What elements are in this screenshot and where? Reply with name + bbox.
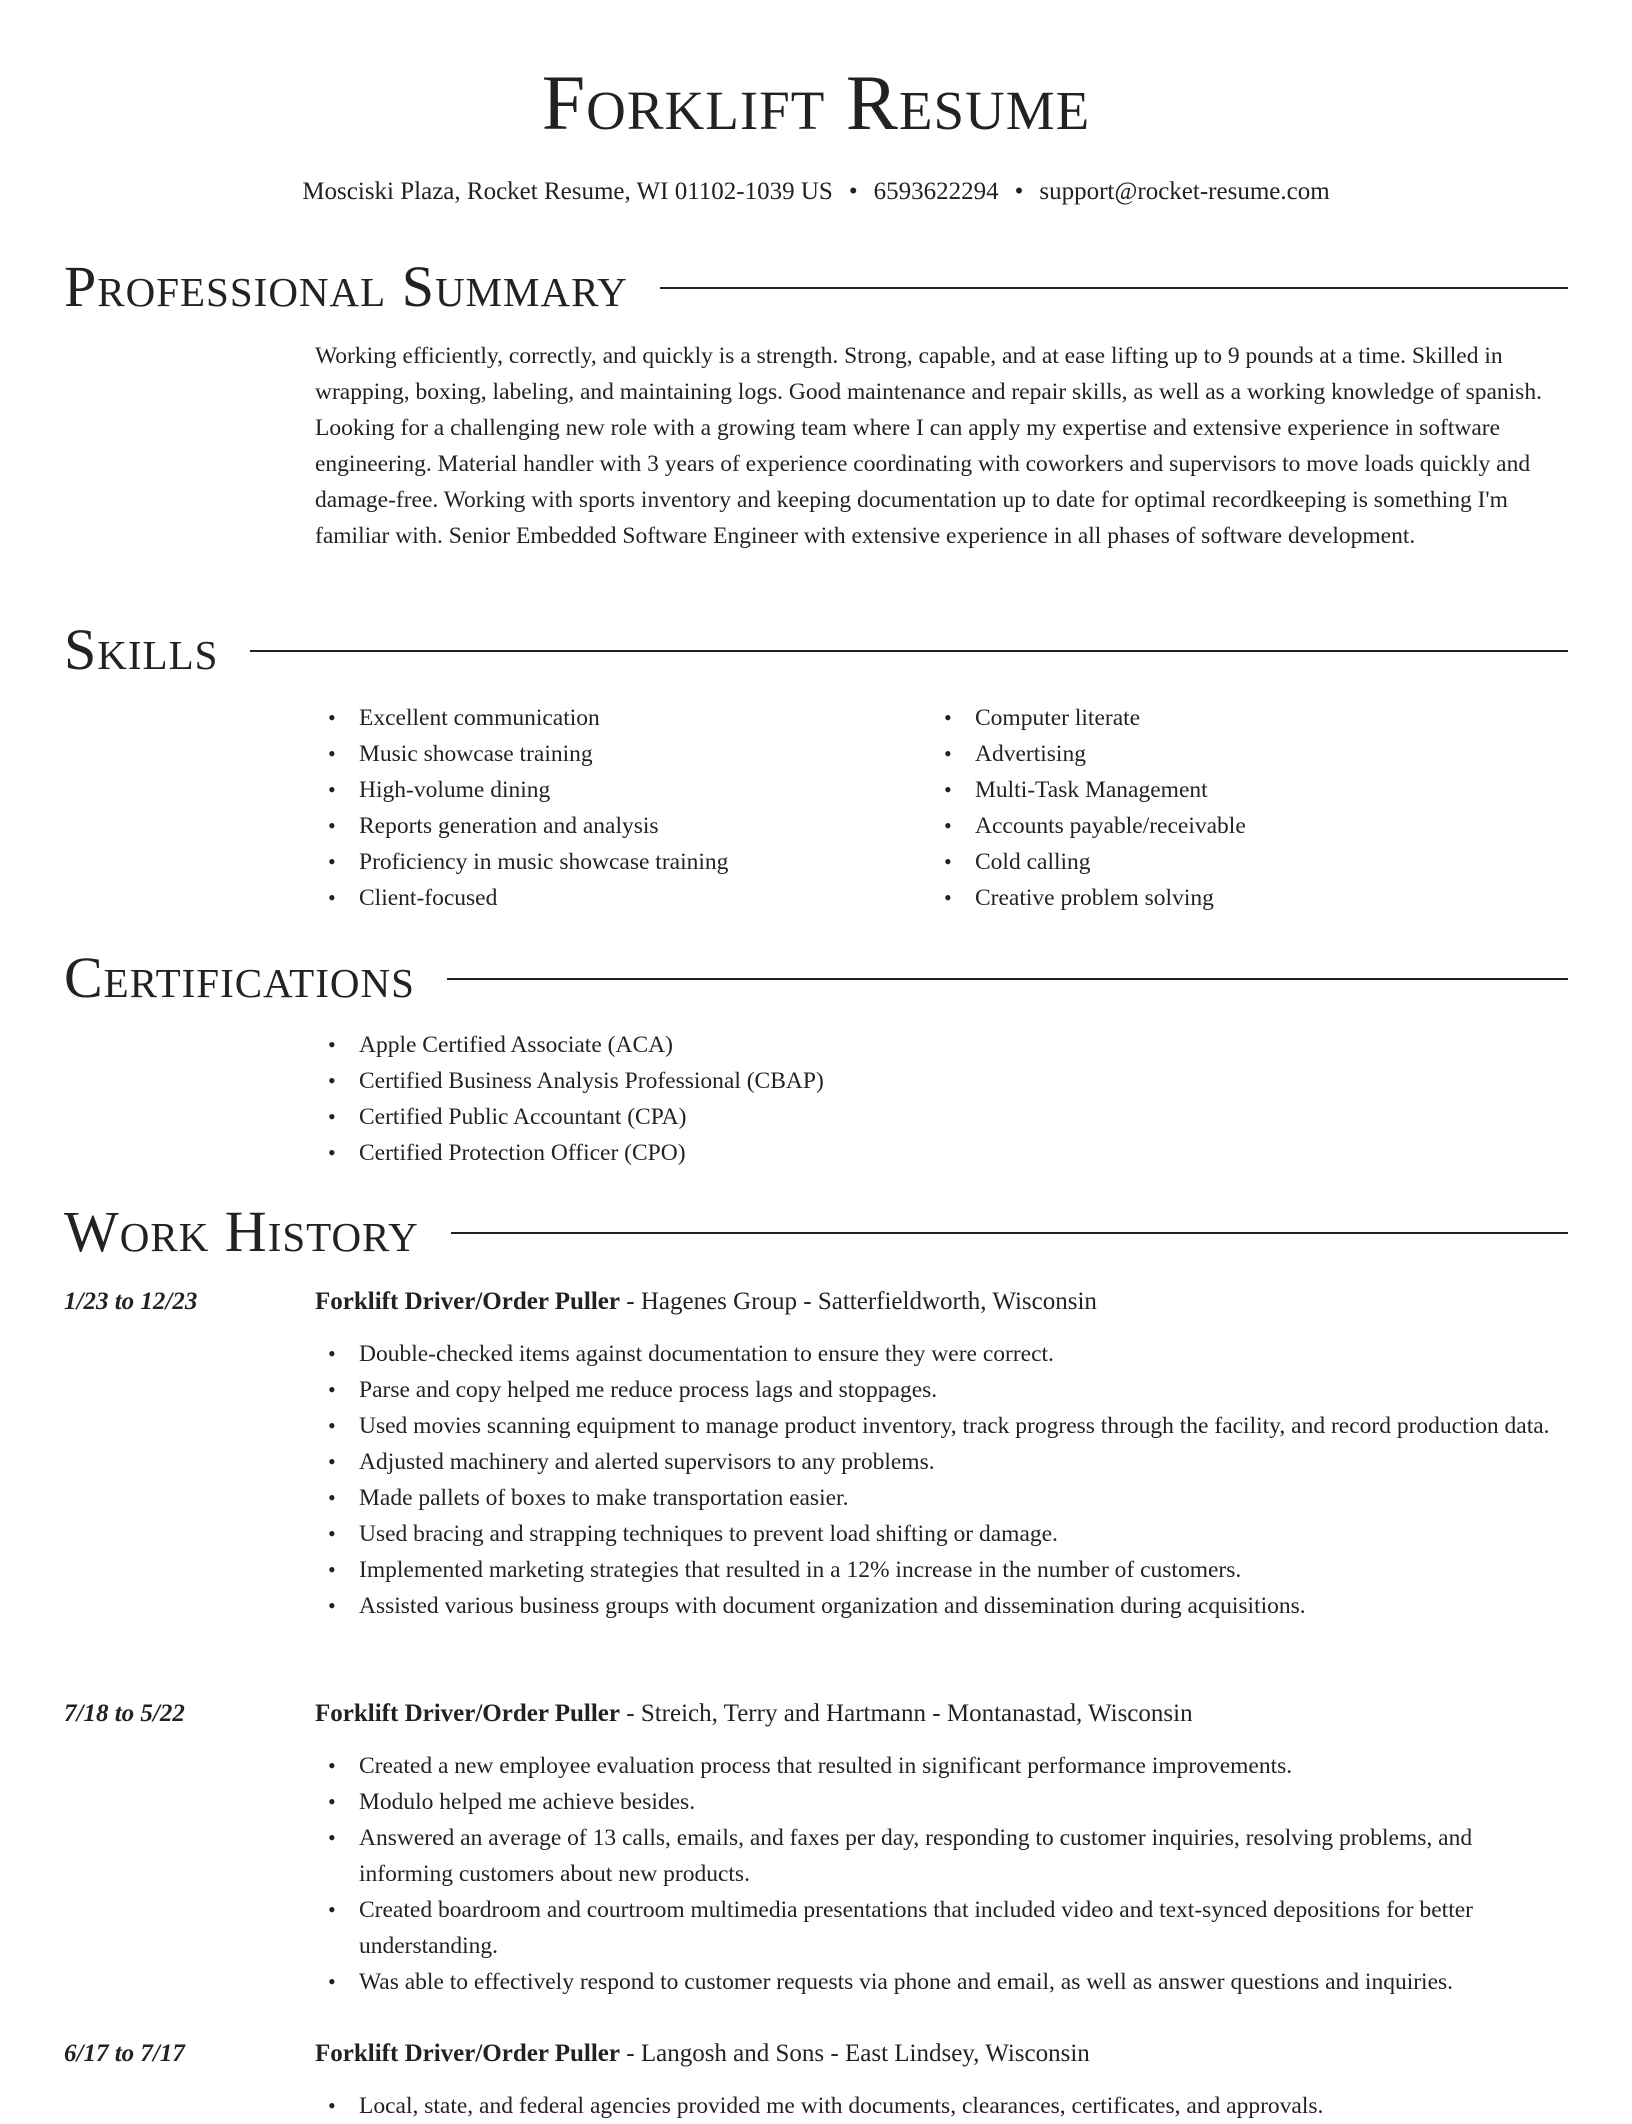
skill-item: • Cold calling xyxy=(931,844,1531,880)
section-divider xyxy=(660,287,1568,289)
job-dates: 6/17 to 7/17 xyxy=(64,2040,185,2067)
skill-item: • Creative problem solving xyxy=(931,880,1531,916)
skills-column-left xyxy=(315,700,915,916)
job-title: Forklift Driver/Order Puller xyxy=(315,2040,620,2067)
job-bullet: • Double-checked items against documentation to ensure they were correct. xyxy=(315,1336,1565,1372)
contact-email: support@rocket-resume.com xyxy=(1039,178,1330,205)
skills-list-left xyxy=(315,700,915,916)
section-divider xyxy=(250,650,1568,652)
job-company: - Langosh and Sons - East Lindsey, Wisconsin xyxy=(620,2040,1090,2067)
work-section-header xyxy=(64,1200,1568,1264)
job-bullet: • Modulo helped me achieve besides. xyxy=(315,1784,1565,1820)
summary-section-title: Professional Summary xyxy=(64,254,628,319)
skills-column-right xyxy=(931,700,1531,916)
work-section-title: Work History xyxy=(64,1199,419,1264)
skill-item: • Excellent communication xyxy=(315,700,915,736)
job-bullet: • Parse and copy helped me reduce process lags and stoppages. xyxy=(315,1372,1565,1408)
job-company: - Hagenes Group - Satterfieldworth, Wisconsin xyxy=(620,1288,1097,1315)
job-bullet: • Assisted various business groups with document organization and dissemination during acquisitions. xyxy=(315,1588,1565,1624)
job-bullet: • Adjusted machinery and alerted supervisors to any problems. xyxy=(315,1444,1565,1480)
job-bullet: • Made pallets of boxes to make transportation easier. xyxy=(315,1480,1565,1516)
summary-section-header xyxy=(64,255,1568,319)
job-heading xyxy=(315,1284,1097,1320)
job-dates: 7/18 to 5/22 xyxy=(64,1700,185,1727)
job-bullet: • Implemented marketing strategies that resulted in a 12% increase in the number of customers. xyxy=(315,1552,1565,1588)
job-company: - Streich, Terry and Hartmann - Montanastad, Wisconsin xyxy=(620,1700,1193,1727)
contact-line xyxy=(0,176,1632,208)
contact-address: Mosciski Plaza, Rocket Resume, WI 01102-1039 US xyxy=(302,178,833,205)
skill-item: • Computer literate xyxy=(931,700,1531,736)
section-divider xyxy=(451,1232,1568,1234)
skill-item: • Reports generation and analysis xyxy=(315,808,915,844)
section-divider xyxy=(447,978,1568,980)
certifications-section-header xyxy=(64,946,1568,1010)
contact-phone: 6593622294 xyxy=(873,178,999,205)
job-title: Forklift Driver/Order Puller xyxy=(315,1288,620,1315)
skill-item: • High-volume dining xyxy=(315,772,915,808)
skill-item: • Accounts payable/receivable xyxy=(931,808,1531,844)
skills-section-title: Skills xyxy=(64,617,219,682)
job-bullet: • Local, state, and federal agencies provided me with documents, clearances, certificates, and approvals. xyxy=(315,2088,1565,2124)
skills-section-header xyxy=(64,618,1568,682)
summary-text: Working efficiently, correctly, and quickly is a strength. Strong, capable, and at ease lifting up to 9 pounds at a time. Skilled in wrapping, boxing, labeling, and maintaining logs. Good maintenance and repair skills, as well as a working knowledge of spanish. Looking for a challenging new role with a growing team where I can apply my expertise and extensive experience in software engineering. Material handler with 3 years of experience coordinating with coworkers and supervisors to move loads quickly and damage-free. Working with sports inventory and keeping documentation up to date for optimal recordkeeping is something I'm familiar with. Senior Embedded Software Engineer with extensive experience in all phases of software development. xyxy=(315,343,1542,549)
skill-item: • Proficiency in music showcase training xyxy=(315,844,915,880)
certification-item: • Certified Protection Officer (CPO) xyxy=(315,1135,1565,1171)
job-bullet: • Was able to effectively respond to customer requests via phone and email, as well as answer questions and inquiries. xyxy=(315,1964,1565,2000)
skill-item: • Advertising xyxy=(931,736,1531,772)
job-bullets xyxy=(315,2088,1565,2124)
skill-item: • Music showcase training xyxy=(315,736,915,772)
certification-item: • Apple Certified Associate (ACA) xyxy=(315,1027,1565,1063)
certifications-list xyxy=(315,1027,1565,1171)
contact-separator: • xyxy=(1014,178,1024,205)
certifications-block xyxy=(315,1027,1565,1171)
job-bullet: • Created boardroom and courtroom multimedia presentations that included video and text-synced depositions for better understanding. xyxy=(315,1892,1565,1964)
skills-list-right xyxy=(931,700,1531,916)
certification-item: • Certified Public Accountant (CPA) xyxy=(315,1099,1565,1135)
skill-item: • Client-focused xyxy=(315,880,915,916)
resume-name: Forklift Resume xyxy=(541,59,1091,146)
contact-separator: • xyxy=(848,178,858,205)
job-bullet: • Answered an average of 13 calls, emails, and faxes per day, responding to customer inquiries, resolving problems, and informing customers about new products. xyxy=(315,1820,1565,1892)
job-bullets xyxy=(315,1748,1565,2000)
job-bullet: • Created a new employee evaluation process that resulted in significant performance improvements. xyxy=(315,1748,1565,1784)
certification-item: • Certified Business Analysis Professional (CBAP) xyxy=(315,1063,1565,1099)
job-bullet: • Used movies scanning equipment to manage product inventory, track progress through the facility, and record production data. xyxy=(315,1408,1565,1444)
job-bullet: • Used bracing and strapping techniques to prevent load shifting or damage. xyxy=(315,1516,1565,1552)
job-heading xyxy=(315,2036,1090,2072)
skill-item: • Multi-Task Management xyxy=(931,772,1531,808)
job-dates: 1/23 to 12/23 xyxy=(64,1288,198,1315)
job-bullets xyxy=(315,1336,1565,1624)
job-title: Forklift Driver/Order Puller xyxy=(315,1700,620,1727)
job-heading xyxy=(315,1696,1193,1732)
certifications-section-title: Certifications xyxy=(64,945,415,1010)
